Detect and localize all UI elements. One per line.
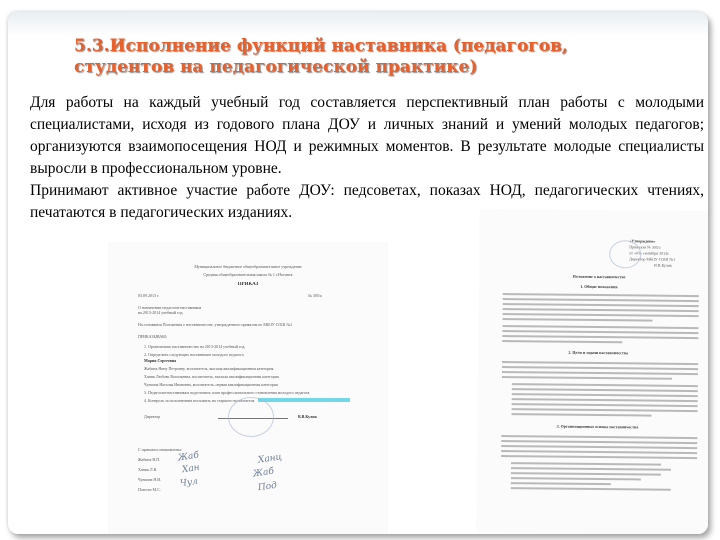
- text-line: [512, 383, 698, 387]
- doc-name4: Чулкина Наталья Ивановна, воспитатель, первая квалификационная категория: [144, 382, 278, 387]
- doc-org-line2: Средняя общеобразовательная школа № 1 г.Ногинск: [203, 272, 293, 277]
- text-line: [511, 482, 611, 485]
- text-line: [503, 303, 699, 307]
- doc-subject2: на 2013-2014 учебный год: [138, 310, 183, 315]
- text-line: [503, 313, 699, 317]
- doc-date: 03.09.2013 г.: [138, 293, 160, 298]
- text-line: [501, 445, 697, 449]
- doc-title: Положение о наставничестве: [572, 273, 626, 280]
- stamp-mark: [609, 240, 641, 268]
- doc-name3: Ханик Любовь Васильевна, воспитатель, высшая квалификационная категория: [144, 374, 279, 379]
- doc-acquainted: С приказом ознакомлены:: [138, 447, 183, 452]
- text-line: [501, 440, 697, 444]
- slide: [8, 12, 708, 534]
- doc-sig4: Поюсти М.С.: [138, 487, 161, 492]
- handwritten-signature: Жаб: [177, 450, 200, 464]
- doc-approved-director: Директор МБОУ СОШ №1: [629, 256, 676, 262]
- handwritten-signature: Под: [257, 480, 278, 494]
- text-line: [502, 376, 672, 380]
- text-line: [511, 462, 661, 466]
- doc-section3: 3. Организационные основы наставничества: [556, 423, 639, 430]
- slide-top-band: [8, 12, 708, 36]
- text-line: [501, 450, 697, 454]
- text-line: [502, 371, 698, 375]
- doc-number: № 305/а: [308, 293, 322, 298]
- text-line: [511, 487, 671, 491]
- paragraph-1: Для работы на каждый учебный год составляется перспективный план работы с молодыми специалистами, исходя из годового плана ДОУ и личных знаний и умений молодых педагогов; организуются взаимопосещения НОД и режимных моментов. В результате молодые специалисты выросли в профессиональном уровне.: [30, 94, 704, 177]
- paragraph-2: Принимают активное участие работе ДОУ: педсоветах, показах НОД, педагогических чтениях, печатаются в педагогических изданиях.: [30, 182, 704, 221]
- text-line: [502, 361, 698, 365]
- text-line: [512, 388, 698, 392]
- doc-director-label: Директор: [144, 414, 161, 419]
- doc-approved-date: от «03» сентября 2013г.: [629, 250, 670, 256]
- doc-approved: «Утверждено»: [629, 238, 656, 244]
- doc-approved-order: Приказом № 305/а: [629, 244, 661, 250]
- text-line: [511, 477, 641, 480]
- doc-item4: 4. Контроль за исполнением возложить на старшего воспитателя: [144, 398, 255, 403]
- text-line: [512, 408, 698, 412]
- handwritten-signature: Хан: [181, 462, 201, 476]
- doc-item2: 2. Определить следующих наставников молодого педагога: [144, 352, 244, 357]
- slide-body-text: [30, 92, 704, 224]
- doc-sig2: Ханик Л.В.: [138, 467, 158, 472]
- text-line: [502, 325, 698, 329]
- doc-subject1: О назначении педагогов-наставников: [138, 305, 202, 310]
- slide-title: 5.3.Исполнение функций наставника (педагогов, студентов на педагогической практике): [74, 36, 568, 77]
- doc-section2: 2. Цели и задачи наставничества: [568, 349, 629, 356]
- doc-name2: Жабина Нину Петровну, воспитатель, высшая квалификационная категория: [144, 366, 274, 371]
- doc-item3: 3. Педагогам-наставникам подготовить план профессионального становления молодого педагога.: [144, 390, 311, 395]
- text-line: [511, 472, 661, 476]
- doc-section1: 1. Общие положения: [580, 283, 618, 290]
- handwritten-signature: Жаб: [252, 466, 275, 480]
- stamp-mark: [228, 397, 274, 437]
- text-line: [501, 435, 697, 439]
- doc-sig1: Жабина Н.П.: [138, 457, 161, 462]
- text-line: [502, 335, 698, 339]
- text-line: [503, 298, 699, 302]
- text-line: [512, 413, 652, 416]
- text-line: [502, 330, 698, 334]
- handwritten-signature: Чул: [179, 476, 199, 490]
- text-line: [503, 293, 699, 297]
- text-line: [511, 467, 671, 471]
- doc-org-line1: Муниципальное бюджетное общеобразовательное учреждение: [194, 264, 302, 269]
- doc-item1: 1. Организовать наставничество на 2013-2014 учебный год.: [144, 344, 246, 349]
- doc-director-name: В.В.Кулик: [298, 414, 317, 419]
- doc-order-word: ПРИКАЗЫВАЮ:: [138, 334, 168, 339]
- scanned-regulation-document: [476, 209, 708, 534]
- text-line: [503, 318, 653, 322]
- text-line: [501, 455, 697, 459]
- scanned-order-document: [108, 242, 388, 534]
- text-line: [512, 398, 698, 402]
- text-line: [503, 308, 699, 312]
- text-line: [512, 403, 698, 407]
- doc-basis: На основании Положения о наставничестве, утвержденного приказом по МБОУ СОШ №1: [138, 322, 293, 327]
- text-line: [512, 393, 698, 397]
- handwritten-signature: Ханц: [257, 452, 283, 466]
- text-line: [502, 340, 622, 343]
- doc-heading: ПРИКАЗ: [237, 282, 259, 287]
- doc-sig3: Чулкина Н.И.: [138, 477, 162, 482]
- text-line: [502, 366, 698, 370]
- doc-name1: Мария Сергеевна: [144, 358, 177, 363]
- doc-approved-name: В.В.Кулик: [654, 262, 672, 268]
